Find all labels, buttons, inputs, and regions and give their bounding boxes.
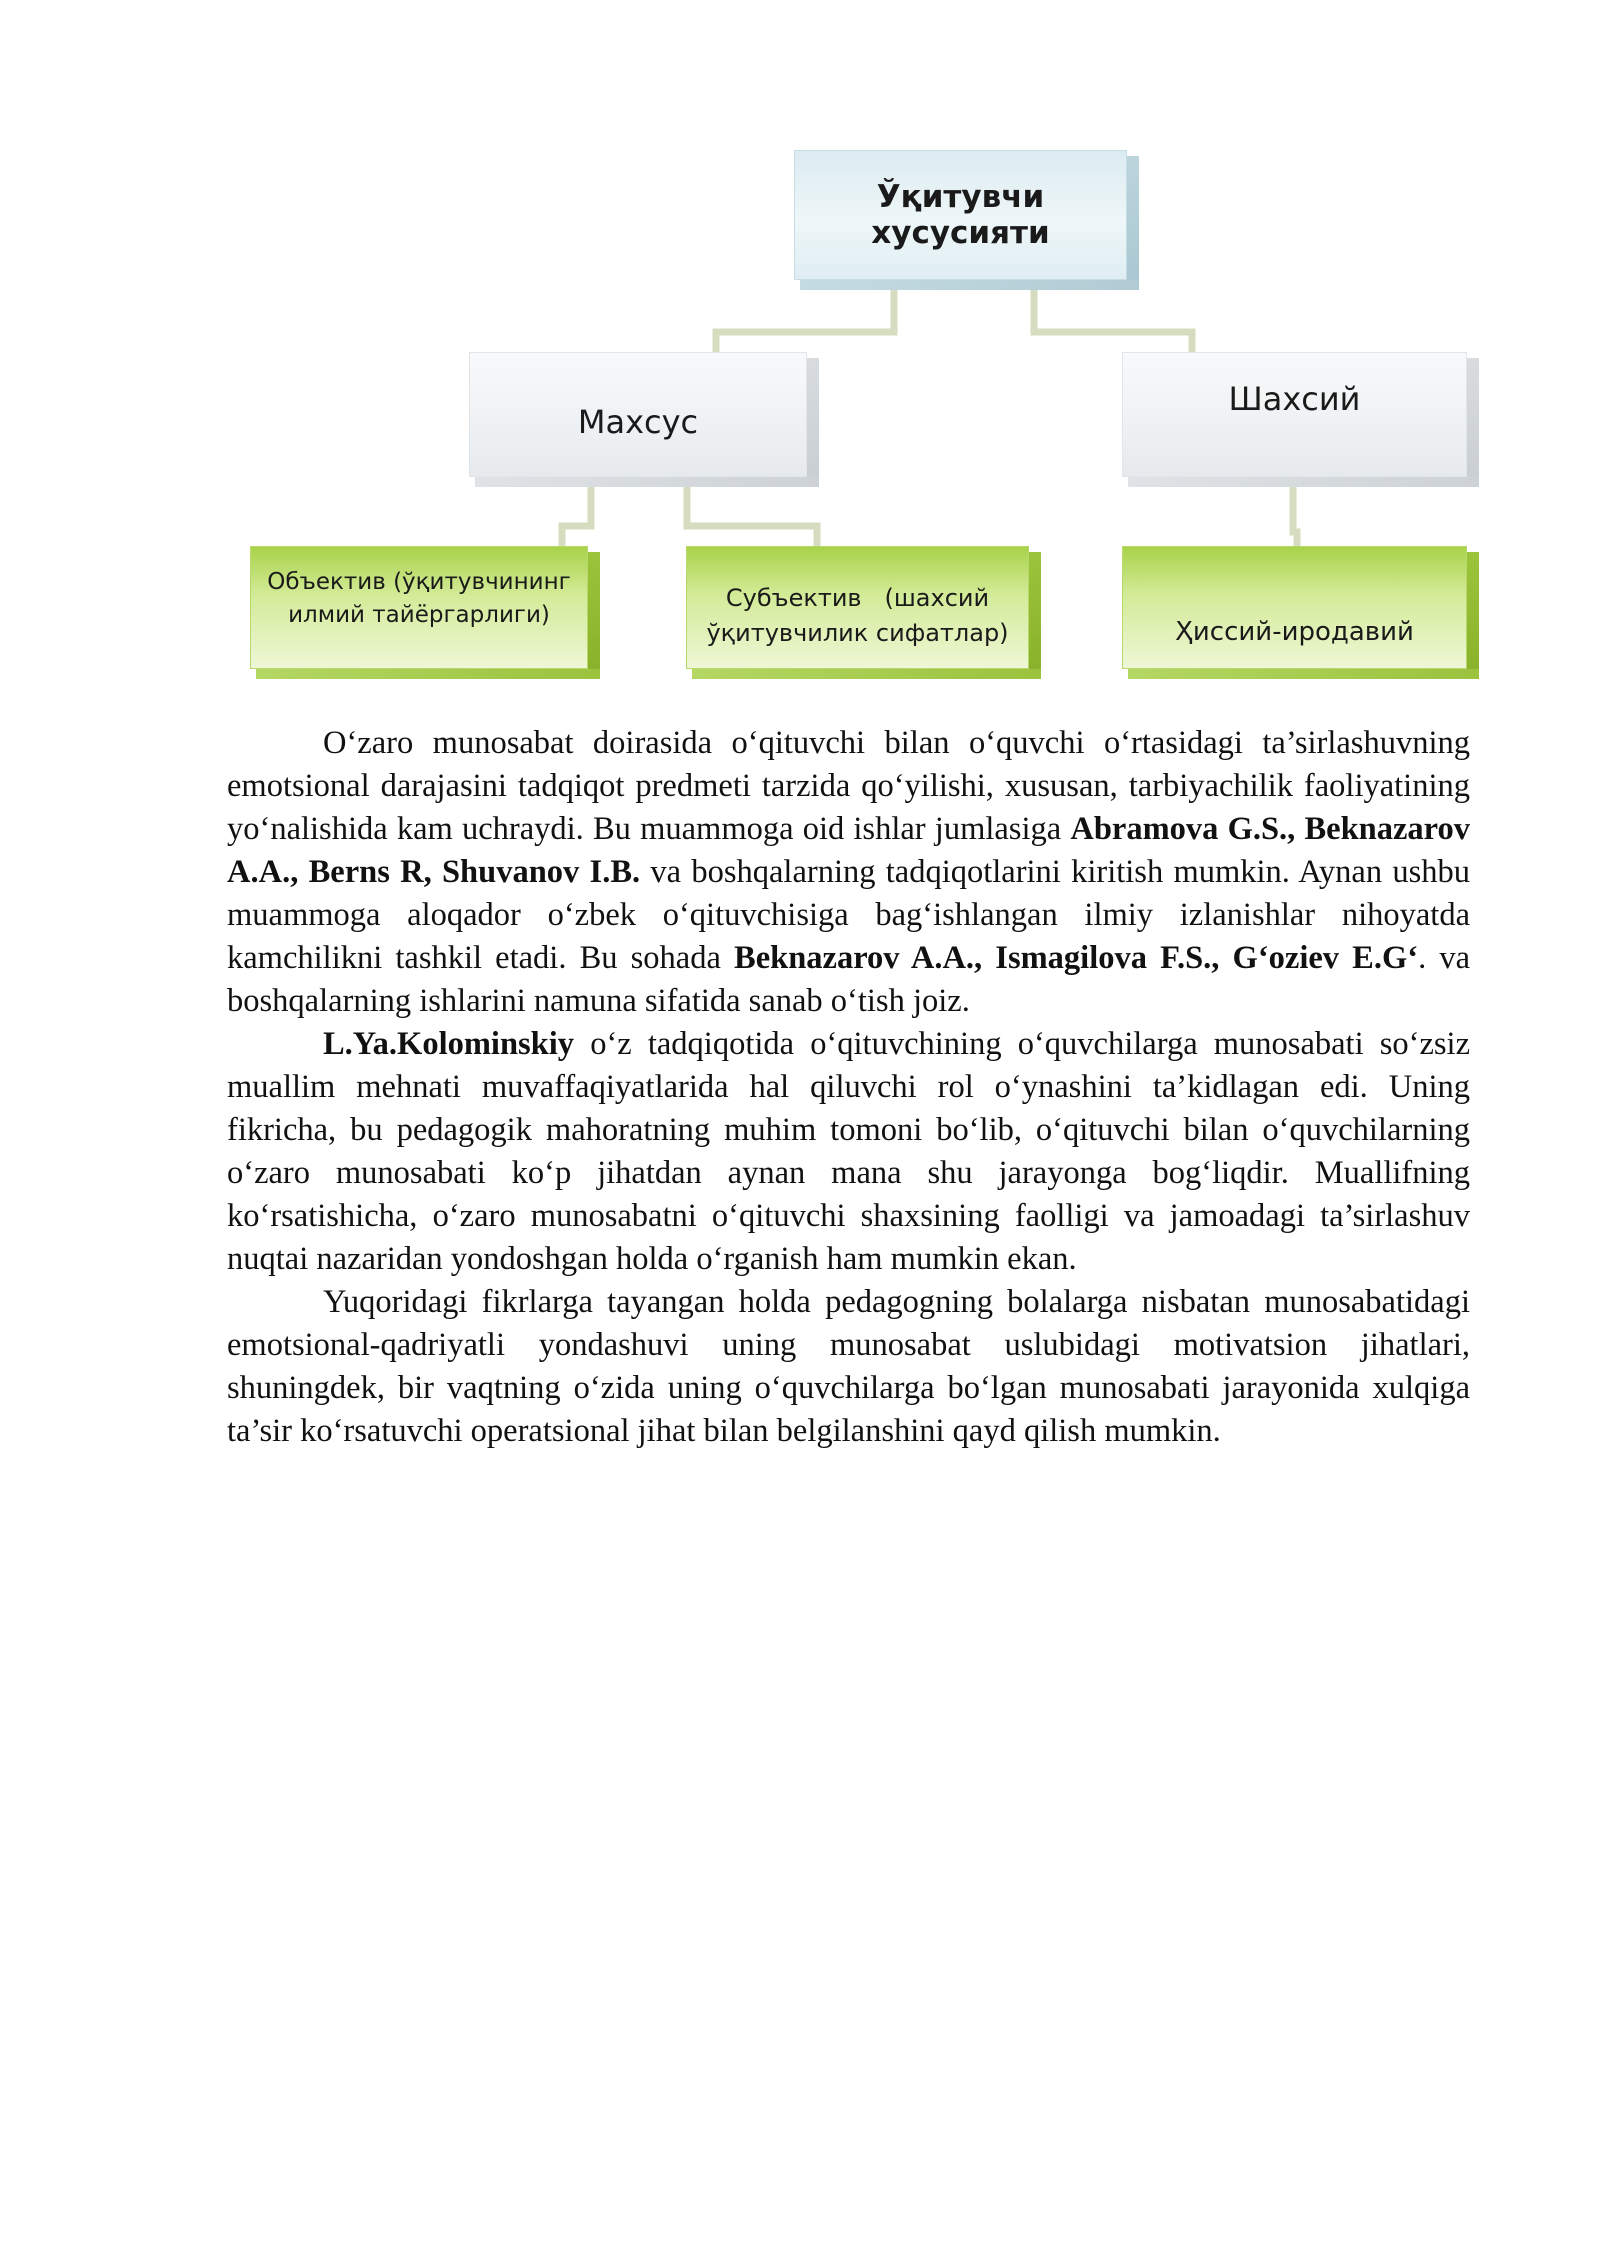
paragraph-1-text-3: . va boshqalarning ishlarini namuna sifatida sanab o‘tish joiz. bbox=[227, 940, 1471, 1019]
hierarchy-diagram bbox=[0, 0, 1600, 700]
paragraph-1 bbox=[227, 722, 1470, 1023]
leaf-node-hissiy bbox=[1122, 546, 1467, 669]
leaf-2-line-2: ўқитувчилик сифатлар) bbox=[706, 619, 1009, 647]
body-text bbox=[227, 722, 1470, 1453]
paragraph-3-text: Yuqoridagi fikrlarga tayangan holda pedagogning bolalarga nisbatan munosabatidagi emotsional-qadriyatli yondashuvi uning munosabat uslubidagi motivatsion jihatlari, shuningdek, bir vaqtning o‘zida uning o‘quvchilarga bo‘lgan munosabati jarayonida xulqiga ta’sir ko‘rsatuvchi operatsional jihat bilan belgilanshini qayd qilish mumkin. bbox=[227, 1284, 1470, 1449]
branch-node-maxsus bbox=[469, 352, 807, 477]
root-node-label: Ўқитувчи хусусияти bbox=[871, 179, 1050, 251]
connector-left-leaf1 bbox=[562, 480, 591, 546]
leaf-node-hissiy-label: Ҳиссий-иродавий bbox=[1175, 617, 1414, 647]
branch-node-maxsus-label: Махсус bbox=[577, 402, 699, 441]
paragraph-1-authors-2: Beknazarov A.A., Ismagilova F.S., G‘oziev E.G‘ bbox=[734, 940, 1419, 976]
leaf-2-line-1: Субъектив (шахсий bbox=[725, 584, 990, 612]
paragraph-1-text-2: va boshqalarning tadqiqotlarini kiritish mumkin. Aynan ushbu muammoga aloqador o‘zbek o‘qituvchisiga bag‘ishlangan ilmiy izlanishlar nihoyatda kamchilikni tashkil etadi. Bu sohada bbox=[227, 854, 1470, 976]
leaf-1-line-2: илмий тайёргарлиги) bbox=[288, 602, 550, 628]
branch-node-shaxsiy bbox=[1122, 352, 1467, 477]
paragraph-2-text: o‘z tadqiqotida o‘qituvchining o‘quvchilarga munosabati so‘zsiz muallim mehnati muvaffaqiyatlarida hal qiluvchi rol o‘ynashini ta’kidlagan edi. Uning fikricha, bu pedagogik mahoratning muhim tomoni bo‘lib, o‘qituvchi bilan o‘quvchilarning o‘zaro munosabati ko‘p jihatdan aynan mana shu jarayonga bog‘liqdir. Muallifning ko‘rsatishicha, o‘zaro munosabatni o‘qituvchi shaxsining faolligi va jamoadagi ta’sirlashuv nuqtai nazaridan yondoshgan holda o‘rganish ham mumkin ekan. bbox=[227, 1026, 1470, 1277]
connector-right-leaf3 bbox=[1293, 480, 1297, 546]
leaf-node-subyektiv-text bbox=[706, 581, 1008, 651]
paragraph-2 bbox=[227, 1023, 1470, 1281]
paragraph-3 bbox=[227, 1281, 1470, 1453]
connector-left-leaf2 bbox=[687, 480, 817, 546]
connector-root-left bbox=[716, 282, 894, 354]
leaf-1-line-1: Объектив (ўқитувчининг bbox=[267, 569, 571, 595]
paragraph-1-text-1: O‘zaro munosabat doirasida o‘qituvchi bilan o‘quvchi o‘rtasidagi ta’sirlashuvning emotsional darajasini tadqiqot predmeti tarzida qo‘yilishi, xususan, tarbiyachilik faoliyatining yo‘nalishida kam uchraydi. Bu muammoga oid ishlar jumlasiga bbox=[227, 725, 1470, 847]
leaf-node-obyektiv-text bbox=[267, 566, 570, 632]
connector-root-right bbox=[1034, 282, 1192, 354]
leaf-node-subyektiv bbox=[686, 546, 1029, 669]
leaf-node-obyektiv bbox=[250, 546, 588, 669]
branch-node-shaxsiy-label: Шахсий bbox=[1228, 380, 1361, 418]
paragraph-1-authors-1: Abramova G.S., Beknazarov A.A., Berns R, Shuvanov I.B. bbox=[227, 811, 1470, 890]
paragraph-2-author: L.Ya.Kolominskiy bbox=[323, 1026, 575, 1062]
root-node bbox=[794, 150, 1127, 280]
